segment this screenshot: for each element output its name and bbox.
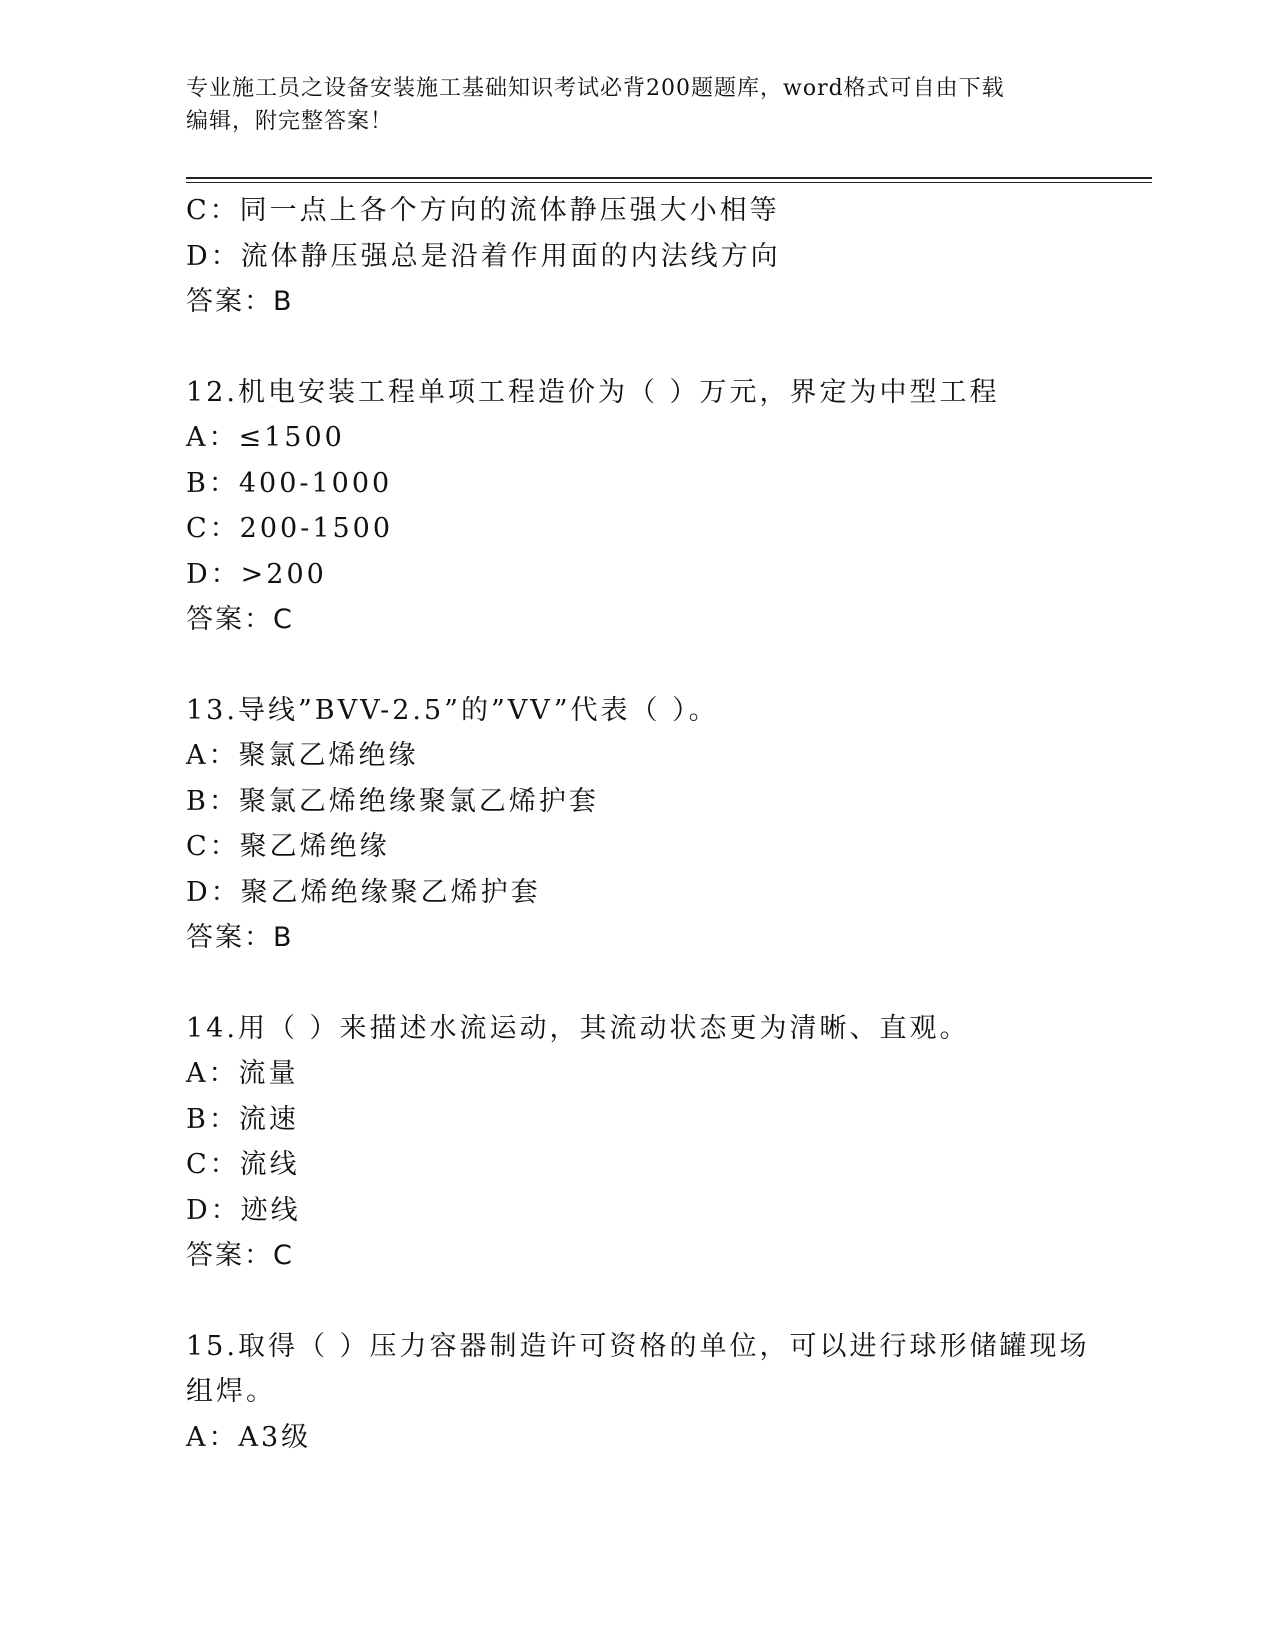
answer: 答案：C (186, 604, 294, 635)
header-line-2: 编辑，附完整答案！ (186, 109, 394, 134)
header-divider-thin (186, 182, 1152, 183)
question-13 (186, 688, 1086, 961)
option-a: A：聚氯乙烯绝缘 (186, 740, 419, 771)
question-list (186, 188, 1090, 1460)
option-d: D：流体静压强总是沿着作用面的内法线方向 (186, 240, 781, 272)
option-c: C：同一点上各个方向的流体静压强大小相等 (186, 195, 780, 226)
option-d: D：聚乙烯绝缘聚乙烯护套 (186, 876, 541, 908)
question-14 (186, 1006, 1086, 1279)
question-12 (186, 370, 1086, 643)
question-text: 14.用（ ）来描述水流运动，其流动状态更为清晰、直观。 (186, 1012, 970, 1044)
option-c: C：流线 (186, 1149, 300, 1180)
header-line-1: 专业施工员之设备安装施工基础知识考试必背200题题库，word格式可自由下载 (186, 76, 1005, 101)
question-text: 13.导线”BVV-2.5”的”VV”代表（ ）。 (186, 694, 719, 726)
question-text: 12.机电安装工程单项工程造价为（ ）万元，界定为中型工程 (186, 376, 1000, 408)
question-text-line-1: 15.取得（ ）压力容器制造许可资格的单位，可以进行球形储罐现场 (186, 1330, 1090, 1362)
question-15 (186, 1324, 1090, 1461)
question-11-tail (186, 188, 1086, 325)
answer: 答案：B (186, 922, 294, 953)
option-a: A：A3级 (186, 1421, 312, 1453)
option-b: B：400-1000 (186, 467, 393, 499)
option-a: A：流量 (186, 1058, 299, 1089)
question-text-line-2: 组焊。 (186, 1376, 276, 1407)
option-d: D：>200 (186, 558, 327, 590)
document-header (186, 72, 1086, 138)
option-b: B：流速 (186, 1103, 299, 1135)
answer: 答案：B (186, 286, 294, 317)
option-c: C：200-1500 (186, 513, 394, 544)
answer: 答案：C (186, 1240, 294, 1271)
option-b: B：聚氯乙烯绝缘聚氯乙烯护套 (186, 785, 599, 817)
header-divider-thick (186, 177, 1152, 179)
option-d: D：迹线 (186, 1194, 301, 1226)
option-a: A：≤1500 (186, 422, 345, 453)
option-c: C：聚乙烯绝缘 (186, 831, 390, 862)
